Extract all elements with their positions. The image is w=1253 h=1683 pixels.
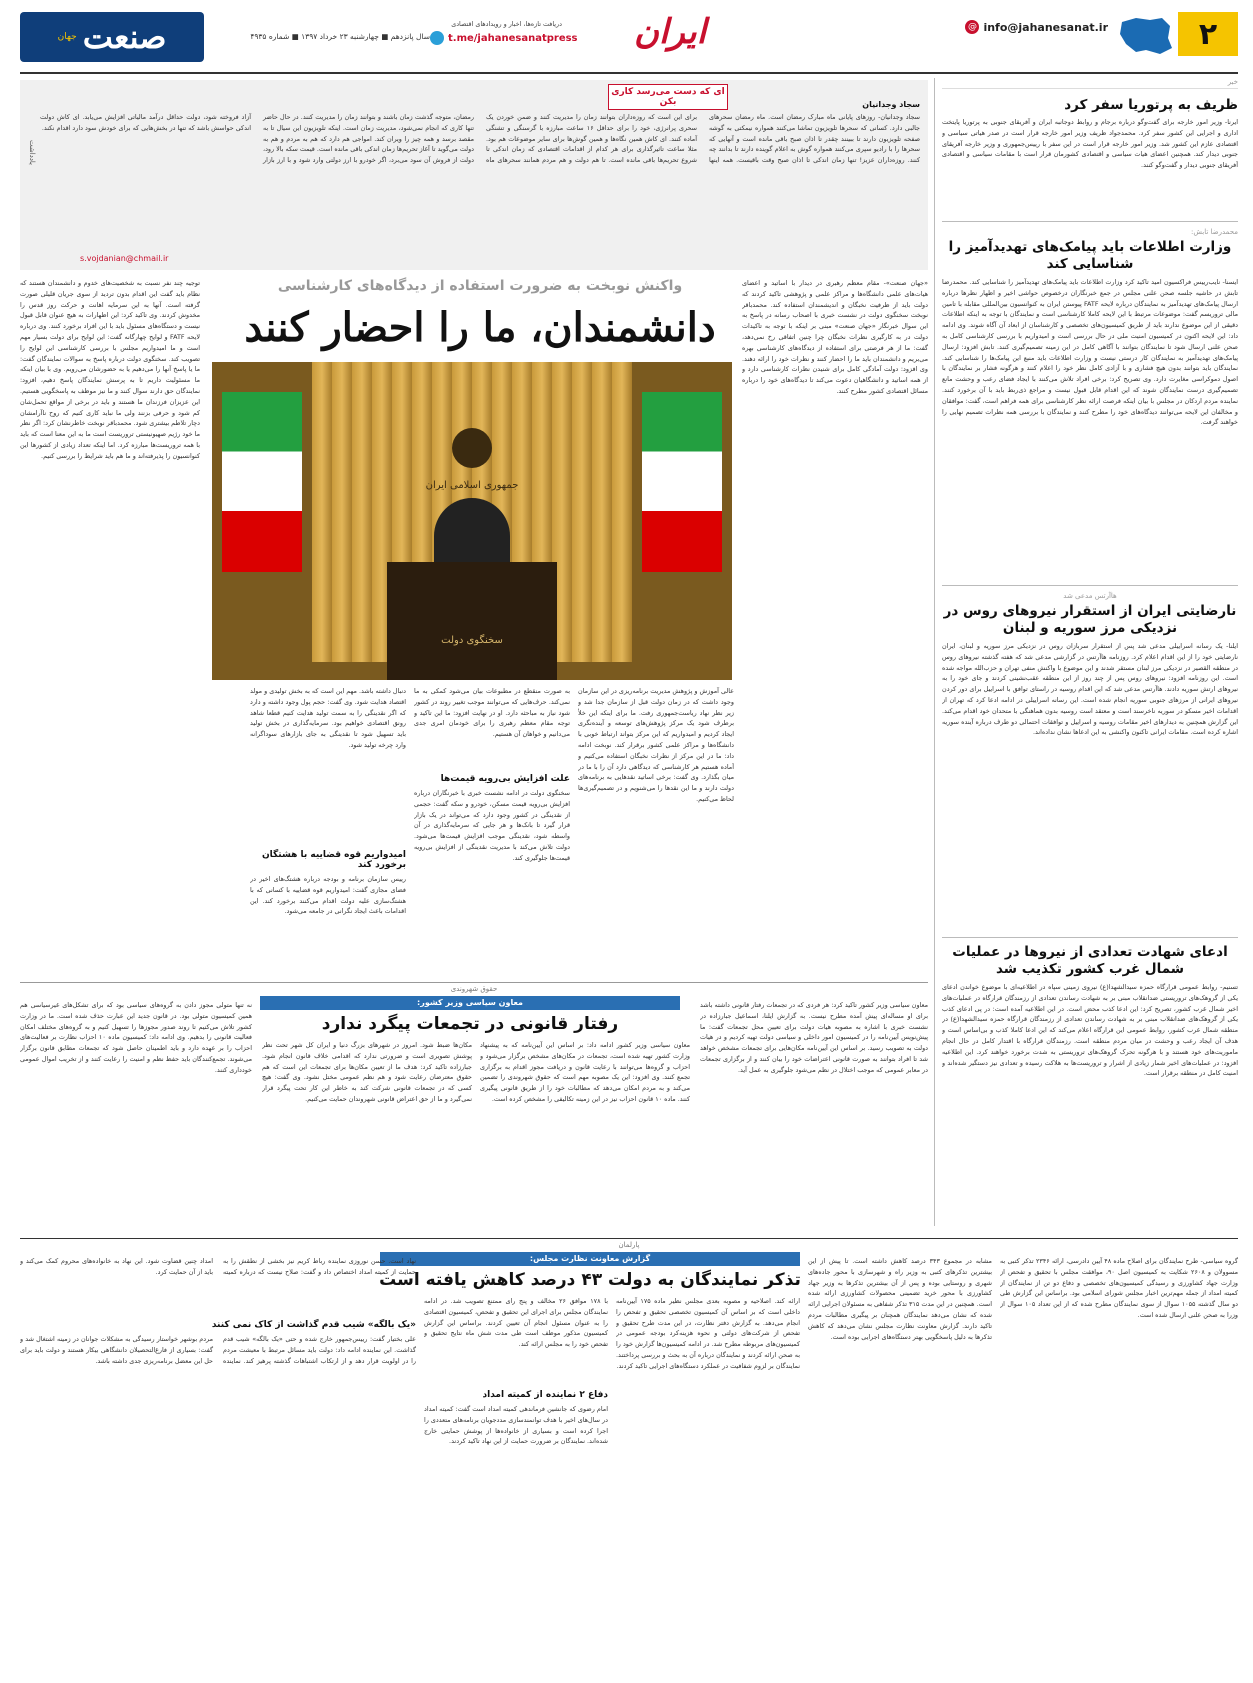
logo-subtext: جهان — [57, 32, 77, 42]
mid-col-3: مکان‌ها ضبط شود. امروز در شهرهای بزرگ دنیا و ایران کل شهر تحت نظر پوشش تصویری است و ضرورتی ندارد که اقدامی خلاف قانون انجام شود. جبارزاده تاکید کرد: هدف ما از تعیین مکان‌ها برای تجمعات این است که هم حقوق معترضان رعایت شود و هم نظم عمومی مختل نشود. وی گفت: هیچ کسی که در تجمعات قانونی شرکت کند به خاطر این کار تحت پیگرد قرار نمی‌گیرد و ما از حق اعتراض قانونی شهروندان حمایت می‌کنیم. — [262, 1041, 472, 1103]
main-col-2: عالی آموزش و پژوهش مدیریت برنامه‌ریزی در این سازمان وجود داشت که در زمان دولت قبل از سازمان جدا شد و زیر نظر نهاد ریاست‌جمهوری رفت. ما برای اینکه این خلأ برطرف شود یک مرکز پژوهش‌های توسعه و آینده‌نگری ایجاد کردیم و امیدواریم که این مرکز بتواند ارتباط خوبی با دانشگاه‌ها و مراکز علمی کشور برقرار کند. نوبخت ادامه داد: ما در این مرکز از نظرات نخبگان استفاده می‌کنیم و آماده هستیم هر کارشناسی که دیدگاهی دارد آن را با ما در میان بگذارد. وی گفت: برخی اساتید نقدهایی به برنامه‌های دولت دارند و ما این نقدها را می‌شنویم و در تصمیم‌گیری‌ها لحاظ می‌کنیم. — [578, 687, 734, 803]
bottom-col-3: ارائه کند. اصلاحیه و مصوبه بعدی مجلس نظیر ماده ۱۷۵ آیین‌نامه داخلی است که بر اساس آن کمیسیون تخصصی تحقیق و تفحص را انجام می‌دهد. به گزارش دفتر نظارت، در این مدت طرح تحقیق و تفحص از شرکت‌های دولتی و نحوه هزینه‌کرد بودجه عمومی در کمیسیون‌های مربوطه مطرح شد. در ادامه کمیسیون‌ها گزارش خود را به صحن ارائه کردند و نمایندگان درباره آن به بحث و بررسی پرداختند. نمایندگان بر لزوم شفافیت در عملکرد دستگاه‌های اجرایی تاکید کردند. — [616, 1297, 800, 1370]
telegram-caption: دریافت تازه‌ها، اخبار و رویدادهای اقتصادی — [451, 20, 562, 28]
main-col-4: دنبال داشته باشد. مهم این است که به بخش تولیدی و مولد اقتصاد هدایت شود. وی گفت: حجم پول وجود داشته و دارد که اگر نقدینگی را به سمت تولید هدایت کنیم قطعا شاهد رونق اقتصادی خواهیم بود. سرمایه‌گذاری در بخش تولید باید تسهیل شود تا نقدینگی به جای بازارهای سوداگرانه وارد چرخه تولید شود. امیدواریم قوه قضاییه با هشتگان برخورد کند رییس سازمان برنامه و بودجه درباره هشتگ‌های اخیر در فضای مجازی گفت: امیدواریم قوه قضاییه با کسانی که با هشتگ‌سازی علیه دولت اقدام می‌کنند برخورد کند. این اقدامات باعث ایجاد نگرانی در جامعه می‌شود. — [250, 687, 406, 916]
news-title-3: نارضایتی ایران از استقرار نیروهای روس در نزدیکی مرز سوریه و لبنان — [943, 603, 1237, 636]
bottom-col-1: گروه سیاسی- طرح نمایندگان برای اصلاح ماده ۴۸ آیین دادرسی، ارائه ۲۳۴۶ تذکر کتبی به مسوولان و ۲۶۰۸ شکایت به کمیسیون اصل ۹۰، موافقت مجلس با تحقیق و تفحص از وزارت جهاد کشاورزی و رسیدگی کمیسیون‌های تخصصی و دفاع دو تن از نمایندگان از کمیته امداد از جمله مهم‌ترین اخبار مجلس شورای اسلامی بود. براساس این گزارش طی دو سال گذشته ۱۰۵۵ سوال از سوی نمایندگان مطرح شده که از این تعداد ۱۰۵ سوال از وزرا به صحن علنی ارسال شده است. — [1000, 1257, 1238, 1319]
emblem-icon — [452, 428, 492, 468]
news-title-4: ادعای شهادت تعدادی از نیروها در عملیات شمال غرب کشور تکذیب شد — [952, 944, 1228, 977]
mid-col-1: معاون سیاسی وزیر کشور تاکید کرد: هر فردی که در تجمعات رفتار قانونی داشته باشد برای او مساله‌ای پیش آمده مطرح نیست. به گزارش ایلنا، اسماعیل جبارزاده در نشست خبری با اشاره به مصوبه هیات دولت برای تعیین محل تجمعات گفت: ما پیش‌نویس آیین‌نامه را در کمیسیون امور داخلی و سیاسی دولت تهیه کردیم و در هیات دولت به تصویب رسید. بر اساس این آیین‌نامه مکان‌هایی برای تجمعات مشخص خواهد شد تا افراد بتوانند به صورت قانونی اعتراضات خود را بیان کنند و از برگزاری تجمعات در معابر عمومی که موجب اختلال در نظم می‌شود جلوگیری به عمل آید. — [700, 1001, 928, 1074]
main-lead-column: «جهان صنعت»- مقام معظم رهبری در دیدار با اساتید و اعضای هیات‌های علمی دانشگاه‌ها و مراکز علمی و پژوهشی تاکید کردند که دولت باید از ظرفیت نخبگان و اندیشمندان استفاده کند. محمدباقر نوبخت سخنگوی دولت در نشست خبری با اصحاب رسانه در پاسخ به این سوال خبرنگار «جهان صنعت» مبنی بر اینکه با توجه به تاکیدات دولت در به کارگیری نظرات نخبگان چرا چنین اتفاقی رخ نمی‌دهد، گفت: ما از هر فرصتی برای استفاده از دیدگاه‌های کارشناسی بهره می‌بریم و دانشمندان باید ما را احضار کنند و نظرات خود را ارائه دهند. وی افزود: دولت آمادگی کامل برای شنیدن نظرات کارشناسی دارد و از همه اساتید و دانشگاهیان دعوت می‌کند تا دیدگاه‌های خود را درباره مسائل اقتصادی کشور مطرح کنند. — [742, 279, 928, 395]
news-title-1: ظریف به پرتوریا سفر کرد — [1064, 97, 1238, 113]
opinion-vertical-label: یادداشت — [28, 140, 36, 165]
main-col-3: به صورت منقطع در مطبوعات بیان می‌شود کمکی به ما نمی‌کند. حرف‌هایی که می‌توانند موجب تغییر روند در کشور شود نیاز به مباحثه دارد. او در نهایت افزود: ما این تاکید و توجه مقام معظم رهبری را برای خودمان امری جدی می‌دانیم و خواهان آن هستیم. علت افزایش بی‌رویه قیمت‌ها سخنگوی دولت در ادامه نشست خبری با خبرنگاران درباره افزایش بی‌رویه قیمت مسکن، خودرو و سکه گفت: حجمی از نقدینگی در کشور وجود دارد که می‌تواند در یک بازار قرار گیرد تا بانک‌ها و هر جایی که سرمایه‌گذاری در آن واسطه شود، نقدینگی موجب افزایش قیمت‌ها می‌شود. دولت تلاش می‌کند با مدیریت نقدینگی از افزایش بی‌رویه قیمت‌ها جلوگیری کند. — [414, 687, 570, 862]
logo-text: صنعت — [82, 18, 167, 56]
bottom-title: تذکر نمایندگان به دولت ۴۳ درصد کاهش یافته است — [379, 1270, 801, 1290]
main-col-5: توجیه چند نفر نسبت به شخصیت‌های خدوم و دانشمندان هستند که نظام باید گفت این اقدام بدون تردید از سوی جریان قلیلی صورت گرفته است. آنها به این سرمایه اهانت و حرکت روز قدس را مخدوش کردند. وی تاکید کرد: این اظهارات به هیچ عنوان قابل قبول نیست و دستگاه‌های مسئول باید با این افراد برخورد کنند. وی درباره لایحه FATF و لوایح چهارگانه گفت: این لوایح برای دولت بسیار مهم است و ما امیدواریم مجلس با بررسی کارشناسی این لوایح را تصویب کند. سخنگوی دولت درباره پاسخ به سوالات نمایندگان گفت: ما یا پاسخ آنها را می‌دهیم یا به حضورشان می‌رویم. وی با بیان اینکه ما مسئولیت داریم تا به پرسش نمایندگان پاسخ دهیم، افزود: نمایندگان حق دارند سوال کنند و ما نیز موظف به پاسخگویی هستیم. این عزیزان فرزندان ما هستند و باید در برخی از مواقع تحمل‌شان کم شود و حرفی بزنند ولی ما نباید کاری کنیم که روح ناآرامشان دچار تلاطم بیشتری شود. محمدباقر نوبخت خاطرنشان کرد: اگر نظر ما خود رژیم صهیونیستی تروریست است ما به این معنا است که باید با همه تروریست‌ها مبارزه کرد. اما اینکه تعداد زیادی از کشورها این کنوانسیون را پذیرفته‌اند و ما هم باید شرایط را بررسی کنیم. — [20, 279, 200, 460]
news-kicker-1: خبر — [942, 78, 1238, 89]
flag-right — [642, 392, 722, 572]
bottom-kicker: گزارش معاونت نظارت مجلس: — [529, 1254, 651, 1263]
page-number: ۲ — [1198, 16, 1218, 52]
opinion-email[interactable]: s.vojdanian@chmail.ir — [80, 254, 169, 263]
bottom-section-label: پارلمان — [20, 1238, 1238, 1249]
news-body-3: ایلنا- یک رسانه اسراییلی مدعی شد پس از استقرار سربازان روس در نزدیکی مرز سوریه و لبنان، ایران نارضایتی خود را از این اقدام اعلام کرد. روزنامه هاآرتس در گزارشی مدعی شد که هفته گذشته نیروهای روس در منطقه القصیر در نزدیکی مرز لبنان مستقر شدند و این موضوع با واکنش منفی تهران و حزب‌الله مواجه شده است. این روزنامه افزود: نیروهای روس پس از چند روز از این منطقه عقب‌نشینی کردند و جای خود را به نیروهای ارتش سوریه دادند. هاآرتس مدعی شد که این اقدام روسیه در راستای توافق با اسراییل برای دور کردن نیروهای ایرانی از مرزهای جنوبی سوریه انجام شده است. این رسانه اسراییلی در ادامه ادعا کرد که تهران از اقدامات اخیر مسکو در سوریه ناخرسند است و معتقد است روسیه بدون هماهنگی با متحدان خود اقدام می‌کند. این گزارش همچنین به دیدارهای اخیر مقامات روسیه و اسراییل و توافقات احتمالی دو طرف درباره آینده سوریه اشاره کرده است. مقامات ایرانی تاکنون واکنشی به این ادعاها نشان نداده‌اند. — [942, 642, 1238, 737]
podium-label: سخنگوی دولت — [441, 635, 503, 646]
telegram-handle[interactable]: t.me/jahanesanatpress — [448, 32, 578, 44]
telegram-block — [430, 20, 580, 56]
page-number-box — [1178, 12, 1238, 56]
newspaper-logo — [20, 12, 204, 62]
opinion-author: سجاد وجدانیان — [862, 100, 920, 109]
main-photo — [212, 362, 732, 680]
email-line — [965, 18, 1108, 36]
mid-kicker: معاون سیاسی وزیر کشور: — [417, 998, 523, 1007]
subhead-bakhtiar: «یک بالگه» شیب قدم گذاشت از کاک نمی کنند — [211, 1320, 416, 1330]
subhead-prices: علت افزایش بی‌رویه قیمت‌ها — [440, 774, 570, 784]
subhead-relief: دفاع ۲ نماینده از کمیته امداد — [482, 1390, 608, 1400]
bottom-col-2: مشابه در مجموع ۳۴۳ درصد کاهش داشته است. تا پیش از این بیشترین تذکرهای کتبی به وزیر راه و شهرسازی با محور جاده‌های شهری و روستایی بوده و پس از آن بیشترین تذکرها به وزیر جهاد کشاورزی با محور خرید تضمینی محصولات کشاورزی ارائه شده است. همچنین در این مدت ۳۱۵ تذکر شفاهی به مسئولان اجرایی ارائه شده که نشان می‌دهد نمایندگان همچنان بر پیگیری مطالبات مردم تاکید دارند. گزارش معاونت نظارت مجلس نشان می‌دهد که کاهش تذکرها به دلیل پاسخگویی بهتر دستگاه‌های اجرایی بوده است. — [808, 1257, 992, 1341]
mid-section-label: حقوق شهروندی — [20, 982, 928, 993]
section-title: ایران — [633, 12, 707, 52]
news-kicker-2: محمدرضا تابش: — [1191, 228, 1238, 236]
email-icon: @ — [965, 20, 979, 34]
mid-kicker-bar — [260, 996, 680, 1010]
iran-map-icon — [1116, 14, 1174, 56]
subhead-judiciary: امیدواریم قوه قضاییه با هشتگان برخورد کند — [262, 850, 406, 870]
right-column — [942, 78, 1238, 1226]
bottom-kicker-bar — [380, 1252, 800, 1266]
opinion-body: سجاد وجدانیان- روزهای پایانی ماه مبارک رمضان است. ماه رمضان سحرهای جالبی دارد. کسانی که سحرها تلویزیون تماشا می‌کنند همواره نیمکتی به گوشه صفحه تلویزیون دارند تا ببینند چقدر تا اذان صبح باقی مانده است و آنهایی که سحرها را با رادیو سپری می‌کنند همواره گوش به اعلام گوینده دارند تا بدانند چه کنند. روزه‌داران عزیز! تنها زمان اندکی تا اذان صبح وقت باقیست. همه اینها برای این است که روزه‌داران بتوانند زمان را مدیریت کنند و ضمن خوردن یک سحری پرانرژی، خود را برای حداقل ۱۶ ساعت مبارزه با گرسنگی و تشنگی آماده کنند. ای کاش همین نگاه‌ها و همین گوش‌ها برای سایر موضوعات هم بود. مثلا ساعت تاثیرگذاری برای هر کدام از اقدامات اقتصادی که زمان اندکی تا شروع تحریم‌ها باقی مانده است. تا هم دولت و هم مردم همانند سحرهای ماه رمضان، متوجه گذشت زمان باشند و بتوانند زمان را مدیریت کنند. در حال حاضر تنها کاری که انجام نمی‌شود، مدیریت زمان است. اینکه تلویزیون این سیال تا به مقصد برسد و همه چیز را ویران کند. امواجی هم دارد که هم به مردم و هم به دولت می‌گوید تا آغاز تحریم‌ها زمان اندکی باقی مانده است. قیمت سکه بالا رود، دولت از فروش آن سود می‌برد، اگر خودرو با ارز دولتی وارد شود و با ارز بازار آزاد فروخته شود، دولت حداقل درآمد مالیاتی افزایش می‌یابد. ای کاش دولت اندکی حواسش باشد که تنها در بخش‌هایی که برای خودش سود دارد اقدام نکند. — [40, 113, 920, 165]
masthead — [20, 8, 1238, 78]
telegram-icon — [430, 31, 444, 45]
mid-col-2: معاون سیاسی وزیر کشور ادامه داد: بر اساس این آیین‌نامه که به پیشنهاد وزارت کشور تهیه شده است، تجمعات در مکان‌های مشخص برگزار می‌شود و احزاب و گروه‌ها می‌توانند با رعایت قانون و دریافت مجوز اقدام به برگزاری تجمع کنند. وی افزود: این یک مصوبه مهم است که حقوق شهروندی را تضمین می‌کند و به مردم امکان می‌دهد که مطالبات خود را از طریق قانونی پیگیری کنند. ماده ۱۰ قانون احزاب نیز در این زمینه تکالیفی را مشخص کرده است. — [480, 1041, 690, 1103]
main-title: دانشمندان، ما را احضار کنند — [244, 304, 716, 351]
flag-left — [222, 392, 302, 572]
podium — [387, 562, 557, 680]
mid-col-4: نه تنها متولی مجوز دادن به گروه‌های سیاسی بود که برای تشکل‌های غیرسیاسی هم همین کمیسیون متولی بود. در قانون جدید این عبارت حذف شده است. ما در وزارت کشور تلاش می‌کنیم تا روند صدور مجوزها را تسهیل کنیم و به گروه‌های مختلف امکان فعالیت قانونی را بدهیم. وی ادامه داد: کمیسیون ماده ۱۰ احزاب نظارت بر فعالیت‌های احزاب را بر عهده دارد و باید اطمینان حاصل شود که تجمعات مطابق قانون برگزار می‌شوند. تجمع‌کنندگان باید حفظ نظم و امنیت را رعایت کنند و از تخریب اموال عمومی خودداری کنند. — [20, 1001, 252, 1074]
news-body-2: ایسنا- نایب‌رییس فراکسیون امید تاکید کرد وزارت اطلاعات باید پیامک‌های تهدیدآمیز را شناسایی کند. محمدرضا تابش در حاشیه جلسه صحن علنی مجلس در جمع خبرنگاران درخصوص حواشی اخیر و اظهار نظرها درباره ارسال پیامک‌های تهدیدآمیز به نمایندگان درباره لایحه FATF پیوستن ایران به کنوانسیون بین‌المللی مقابله با تامین مالی تروریسم گفت: موضوعات مرتبط با این لایحه کاملا کارشناسی است و نمایندگان با توجه به اینکه اطلاعات دقیقی از این موضوع ندارند باید از طریق کمیسیون‌های تخصصی و کارشناسان از ابعاد آن آگاه شوند. وی ادامه داد: این لایحه اکنون در کمیسیون امنیت ملی در حال بررسی است و امیدواریم با بررسی کارشناسی کامل به صحن علنی ارسال شود تا نمایندگان بتوانند با آگاهی کامل در این زمینه تصمیم‌گیری کنند. تابش افزود: ارسال پیامک‌های تهدیدآمیز به نمایندگان کار درستی نیست و وزارت اطلاعات باید منبع این پیامک‌ها را شناسایی کند. نمایندگان باید بتوانند بدون هیچ فشاری و با آزادی کامل نظر خود را اعلام کنند و هرگونه فشار بر نمایندگان با اصول دموکراسی مغایرت دارد. وی تصریح کرد: برخی افراد تلاش می‌کنند با ایجاد فضای رعب و وحشت مانع تصمیم‌گیری درست نمایندگان شوند که این اقدام قابل قبول نیست و مراجع ذی‌ربط باید با آن برخورد کنند. نماینده مردم اردکان در مجلس با بیان اینکه فرصت ارائه نظر کارشناسی برای همه فراهم است، گفت: موافقان و مخالفان این لایحه می‌توانند دیدگاه‌های خود را مطرح کنند و نمایندگان با بررسی همه نظرات تصمیم نهایی را خواهند گرفت. — [942, 278, 1238, 427]
news-title-2: وزارت اطلاعات باید پیامک‌های تهدیدآمیز را شناسایی کند — [948, 239, 1232, 272]
news-kicker-3: هاآرتس مدعی شد — [1063, 592, 1117, 600]
email-address[interactable]: info@jahanesanat.ir — [983, 20, 1108, 34]
mid-title: رفتار قانونی در تجمعات پیگرد ندارد — [321, 1014, 619, 1034]
news-body-4: تسنیم- روابط عمومی قرارگاه حمزه سیدالشهدا(ع) نیروی زمینی سپاه در اطلاعیه‌ای با موضوع خواندن ادعای یکی از گروهک‌های تروریستی ضدانقلاب مبنی بر به شهادت رساندن تعدادی از رزمندگان قرارگاه در عملیات‌های اخیر شمال غرب کشور، تصریح کرد: این ادعا کذب محض است. در این اطلاعیه آمده است: در پی ادعای کذب یکی از گروهک‌های ضدانقلاب مبنی بر به شهادت رساندن تعدادی از رزمندگان قرارگاه حمزه سیدالشهدا(ع) در منطقه شمال غرب کشور، روابط عمومی این قرارگاه اعلام می‌کند که این ادعا کاملا کذب و بی‌اساس است و هدف آن ایجاد رعب و وحشت در میان مردم منطقه است. رزمندگان قرارگاه با اقتدار کامل در حال انجام ماموریت‌های خود هستند و با هرگونه تحرک گروهک‌های تروریستی به شدت برخورد خواهند کرد. این اطلاعیه افزود: در عملیات‌های اخیر شمار زیادی از اشرار و تروریست‌ها به هلاکت رسیده و تعدادی نیز دستگیر شده‌اند و امنیت کامل در منطقه برقرار است. — [942, 983, 1238, 1078]
opinion-heading: ای که دست می‌رسد کاری بکن — [608, 84, 728, 110]
photo-emblem-text: جمهوری اسلامی ایران — [425, 480, 519, 491]
opinion-box — [20, 80, 928, 270]
news-body-1: ایرنا- وزیر امور خارجه برای گفت‌وگو درباره برجام و روابط دوجانبه ایران و آفریقای جنوبی به پرتوریا پایتخت اداری و اجرایی این کشور سفر کرد. محمدجواد ظریف وزیر امور خارجه قرار است در صدر هیاتی سیاسی و اقتصادی عازم این کشور شد. وزیر امور خارجه قرار است در این سفر با رییس‌جمهوری و وزیر خارجه آفریقای جنوبی دیدار کند. همچنین اعضای هیات سیاسی و اقتصادی کشورمان قرار است با مقامات سیاسی و اقتصادی آفریقای جنوبی دیدار و گفت‌وگو کنند. — [942, 118, 1238, 170]
bottom-col-4: با ۱۷۸ موافق ۲۶ مخالف و پنج رای ممتنع تصویب شد. در ادامه نمایندگان مجلس برای اجرای این تحقیق و تفحص، کمیسیون اقتصادی را به عنوان مسئول انجام آن تعیین کردند. براساس این گزارش کمیسیون مذکور موظف است طی مدت شش ماه نتایج تحقیق و تفحص خود را به مجلس ارائه کند. دفاع ۲ نماینده از کمیته امداد امام رضوی که جانشین فرماندهی کمیته امداد است گفت: کمیته امداد در سال‌های اخیر با هدف توانمندسازی مددجویان برنامه‌های متعددی را اجرا کرده است و بسیاری از خانواده‌ها از پوشش حمایتی خارج شده‌اند. نمایندگان بر ضرورت حمایت از این نهاد تاکید کردند. — [424, 1297, 608, 1446]
main-kicker: واکنش نوبخت به ضرورت استفاده از دیدگاه‌های کارشناسی — [277, 278, 683, 294]
bottom-col-5: نهاد است. حسن نوروزی نماینده رباط کریم نیز بخشی از نطقش را به حمایت از کمیته امداد اختصاص داد و گفت: صلاح نیست که درباره کمیته امداد چنین قضاوت شود. این نهاد به خانواده‌های محروم کمک می‌کند و باید از آن حمایت کرد. «یک بالگه» شیب قدم گذاشت از کاک نمی کنند علی بختیار گفت: رییس‌جمهور خارج شده و حتی «یک بالگه» شیب قدم گذاشت. این نماینده ادامه داد: دولت باید مسائل مرتبط با معیشت مردم را در اولویت قرار دهد و از ارتکاب اشتباهات گذشته پرهیز کند. نماینده مردم بوشهر خواستار رسیدگی به مشکلات جوانان در زمینه اشتغال شد و گفت: بسیاری از فارغ‌التحصیلان دانشگاهی بیکار هستند و دولت باید برای حل این معضل برنامه‌ریزی جدی داشته باشد. — [20, 1257, 416, 1365]
issue-info: سال پانزدهم ■ چهارشنبه ۲۳ خرداد ۱۳۹۷ ■ شماره ۴۹۳۵ — [250, 32, 430, 41]
